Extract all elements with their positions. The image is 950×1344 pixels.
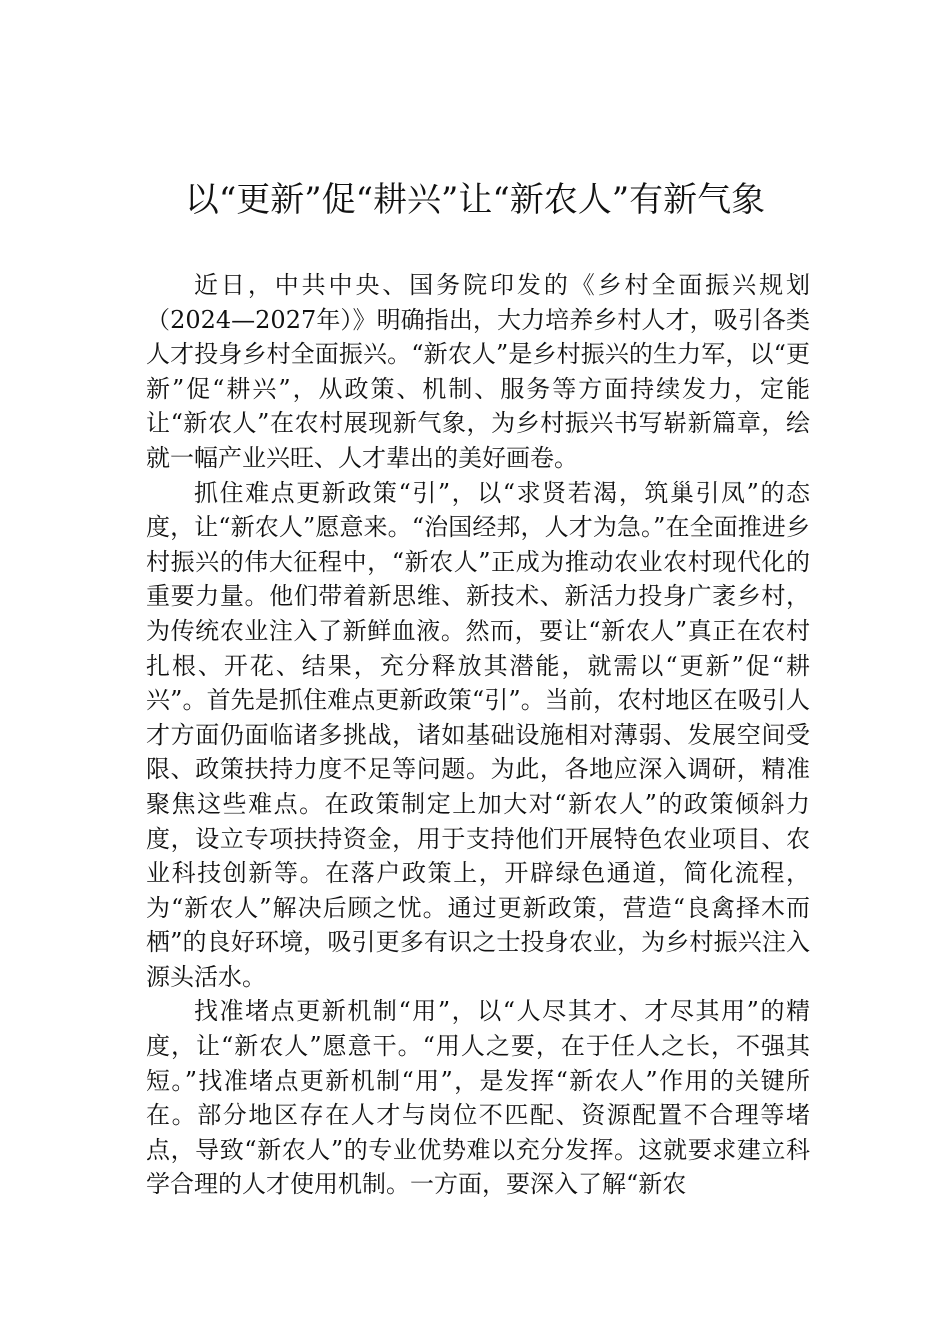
paragraph-1: 近日，中共中央、国务院印发的《乡村全面振兴规划（2024—2027年）》明确指出，大力培养乡村人才，吸引各类人才投身乡村全面振兴。“新农人”是乡村振兴的生力军，以“更新”促“耕兴”，从政策、机制、服务等方面持续发力，定能让“新农人”在农村展现新气象，为乡村振兴书写崭新篇章，绘就一幅产业兴旺、人才辈出的美好画卷。 (146, 271, 810, 472)
page-title: 以“更新”促“耕兴”让“新农人”有新气象 (184, 180, 766, 220)
paragraph-3: 找准堵点更新机制“用”，以“人尽其才、才尽其用”的精度，让“新农人”愿意干。“用人之要，在于任人之长，不强其短。”找准堵点更新机制“用”，是发挥“新农人”作用的关键所在。部分地区存在人才与岗位不匹配、资源配置不合理等堵点，导致“新农人”的专业优势难以充分发挥。这就要求建立科学合理的人才使用机制。一方面，要深入了解“新农 (146, 997, 810, 1199)
paragraph-2: 抓住难点更新政策“引”，以“求贤若渴，筑巢引凤”的态度，让“新农人”愿意来。“治国经邦，人才为急。”在全面推进乡村振兴的伟大征程中，“新农人”正成为推动农业农村现代化的重要力量。他们带着新思维、新技术、新活力投身广袤乡村，为传统农业注入了新鲜血液。然而，要让“新农人”真正在农村扎根、开花、结果，充分释放其潜能，就需以“更新”促“耕兴”。首先是抓住难点更新政策“引”。当前，农村地区在吸引人才方面仍面临诸多挑战，诸如基础设施相对薄弱、发展空间受限、政策扶持力度不足等问题。为此，各地应深入调研，精准聚焦这些难点。在政策制定上加大对“新农人”的政策倾斜力度，设立专项扶持资金，用于支持他们开展特色农业项目、农业科技创新等。在落户政策上，开辟绿色通道，简化流程，为“新农人”解决后顾之忧。通过更新政策，营造“良禽择木而栖”的良好环境，吸引更多有识之士投身农业，为乡村振兴注入源头活水。 (146, 478, 810, 991)
article-body (146, 268, 810, 1202)
